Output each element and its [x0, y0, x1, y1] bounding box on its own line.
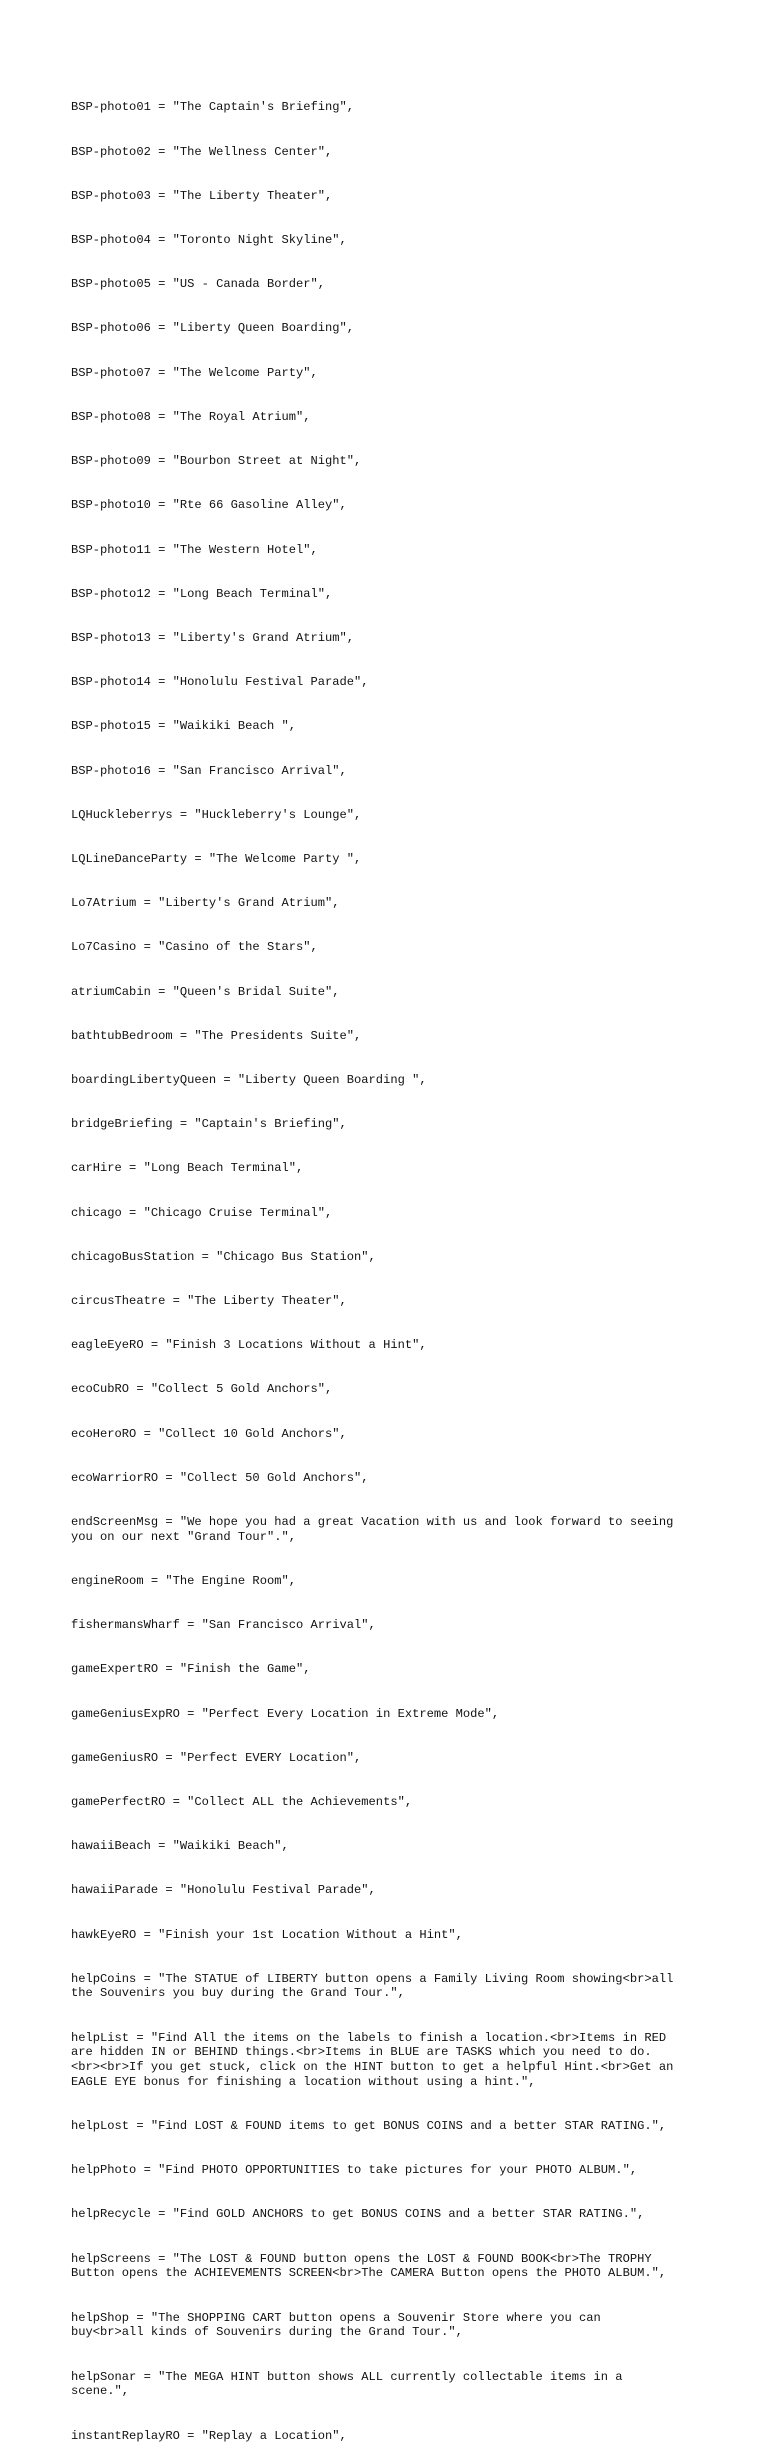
text-line: gameGeniusRO = "Perfect EVERY Location", — [71, 1750, 362, 1765]
text-line: carHire = "Long Beach Terminal", — [71, 1161, 304, 1176]
text-line: chicagoBusStation = "Chicago Bus Station", — [71, 1249, 376, 1264]
text-line: BSP-photo14 = "Honolulu Festival Parade", — [71, 675, 369, 690]
text-line: hawaiiBeach = "Waikiki Beach", — [71, 1839, 289, 1854]
text-line: BSP-photo01 = "The Captain's Briefing", — [71, 100, 355, 115]
text-line: eagleEyeRO = "Finish 3 Locations Without a Hint", — [71, 1338, 427, 1353]
text-line: hawaiiParade = "Honolulu Festival Parade", — [71, 1883, 376, 1898]
text-line: helpCoins = "The STATUE of LIBERTY button opens a Family Living Room showing<br>all the Souvenirs you buy during the Grand Tour.", — [71, 1971, 674, 2001]
text-line: BSP-photo16 = "San Francisco Arrival", — [71, 763, 347, 778]
text-line: ecoCubRO = "Collect 5 Gold Anchors", — [71, 1382, 333, 1397]
text-line: BSP-photo07 = "The Welcome Party", — [71, 365, 318, 380]
text-line: bridgeBriefing = "Captain's Briefing", — [71, 1117, 347, 1132]
text-line: gamePerfectRO = "Collect ALL the Achievements", — [71, 1794, 413, 1809]
text-line: helpScreens = "The LOST & FOUND button opens the LOST & FOUND BOOK<br>The TROPHY Button opens the ACHIEVEMENTS SCREEN<br>The CAMERA Button opens the PHOTO ALBUM.", — [71, 2251, 667, 2281]
text-line: boardingLibertyQueen = "Liberty Queen Boarding ", — [71, 1072, 427, 1087]
text-line: LQLineDanceParty = "The Welcome Party ", — [71, 851, 362, 866]
text-line: helpShop = "The SHOPPING CART button opens a Souvenir Store where you can buy<br>all kinds of Souvenirs during the Grand Tour.", — [71, 2310, 601, 2340]
text-line: ecoHeroRO = "Collect 10 Gold Anchors", — [71, 1426, 347, 1441]
text-line: circusTheatre = "The Liberty Theater", — [71, 1293, 347, 1308]
text-line: endScreenMsg = "We hope you had a great Vacation with us and look forward to seeing you on our next "Grand Tour".", — [71, 1514, 674, 1544]
text-line: helpSonar = "The MEGA HINT button shows ALL currently collectable items in a scene.", — [71, 2369, 623, 2399]
text-line: helpRecycle = "Find GOLD ANCHORS to get BONUS COINS and a better STAR RATING.", — [71, 2207, 645, 2222]
text-line: BSP-photo12 = "Long Beach Terminal", — [71, 586, 333, 601]
text-line: BSP-photo05 = "US - Canada Border", — [71, 277, 326, 292]
text-line: BSP-photo03 = "The Liberty Theater", — [71, 188, 333, 203]
text-line: BSP-photo06 = "Liberty Queen Boarding", — [71, 321, 355, 336]
text-line: Lo7Atrium = "Liberty's Grand Atrium", — [71, 896, 340, 911]
text-line: instantReplayRO = "Replay a Location", — [71, 2428, 347, 2443]
text-line: gameExpertRO = "Finish the Game", — [71, 1662, 311, 1677]
text-line: BSP-photo04 = "Toronto Night Skyline", — [71, 233, 347, 248]
text-line: bathtubBedroom = "The Presidents Suite", — [71, 1028, 362, 1043]
text-line: engineRoom = "The Engine Room", — [71, 1573, 296, 1588]
document-body — [71, 71, 711, 2458]
text-line: BSP-photo15 = "Waikiki Beach ", — [71, 719, 296, 734]
text-line: BSP-photo08 = "The Royal Atrium", — [71, 409, 311, 424]
text-line: ecoWarriorRO = "Collect 50 Gold Anchors", — [71, 1470, 369, 1485]
text-line: helpLost = "Find LOST & FOUND items to get BONUS COINS and a better STAR RATING.", — [71, 2119, 667, 2134]
text-line: helpPhoto = "Find PHOTO OPPORTUNITIES to take pictures for your PHOTO ALBUM.", — [71, 2163, 638, 2178]
text-line: BSP-photo02 = "The Wellness Center", — [71, 144, 333, 159]
text-line: hawkEyeRO = "Finish your 1st Location Without a Hint", — [71, 1927, 463, 1942]
text-line: gameGeniusExpRO = "Perfect Every Location in Extreme Mode", — [71, 1706, 500, 1721]
text-line: Lo7Casino = "Casino of the Stars", — [71, 940, 318, 955]
text-line: BSP-photo10 = "Rte 66 Gasoline Alley", — [71, 498, 347, 513]
text-line: LQHuckleberrys = "Huckleberry's Lounge", — [71, 807, 362, 822]
text-line: atriumCabin = "Queen's Bridal Suite", — [71, 984, 340, 999]
text-line: chicago = "Chicago Cruise Terminal", — [71, 1205, 333, 1220]
text-line: helpList = "Find All the items on the labels to finish a location.<br>Items in RED are hidden IN or BEHIND things.<br>Items in BLUE are TASKS which you need to do. <br><br>If you get stuck, click on the HINT button to get a helpful Hint.<br>Get an EAGLE EYE bonus for finishing a location without using a hint.", — [71, 2030, 674, 2089]
text-line: BSP-photo13 = "Liberty's Grand Atrium", — [71, 630, 355, 645]
text-line: BSP-photo11 = "The Western Hotel", — [71, 542, 318, 557]
text-line: fishermansWharf = "San Francisco Arrival", — [71, 1618, 376, 1633]
text-line: BSP-photo09 = "Bourbon Street at Night", — [71, 454, 362, 469]
